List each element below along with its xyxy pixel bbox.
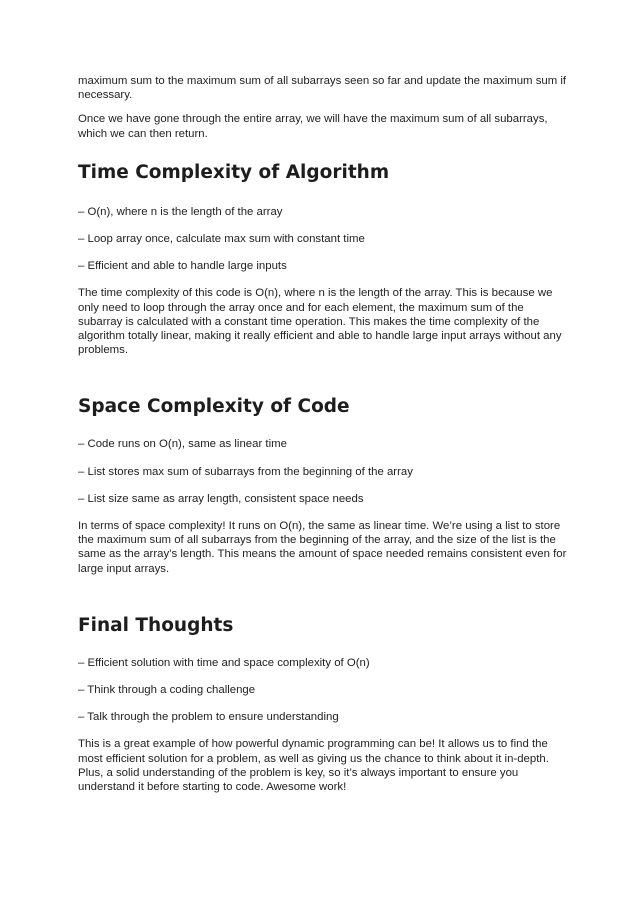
intro-paragraph-1: maximum sum to the maximum sum of all subarrays seen so far and update the maximum sum if necessary. [78,75,567,102]
space-complexity-paragraph: In terms of space complexity! It runs on O(n), the same as linear time. We’re using a list to store the maximum sum of all subarrays from the beginning of the array, and the size of the list is the same as the array’s length. This means the amount of space needed remains consistent even for large input arrays. [78,520,567,575]
final-bullet-2: – Think through a coding challenge [78,684,256,697]
time-complexity-heading: Time Complexity of Algorithm [78,161,390,183]
final-thoughts-paragraph: This is a great example of how powerful dynamic programming can be! It allows us to find the most efficient solution for a problem, as well as giving us the chance to think about it in-depth. Plus, a solid understanding of the problem is key, so it’s always important to ensure you understand it before starting to code. Awesome work! [78,738,549,794]
space-complexity-heading: Space Complexity of Code [78,396,350,418]
time-bullet-2: – Loop array once, calculate max sum with constant time [78,233,365,246]
document-page [78,74,568,794]
intro-paragraph-2: Once we have gone through the entire array, we will have the maximum sum of all subarrays, which we can then return. [78,113,548,140]
space-bullet-2: – List stores max sum of subarrays from the beginning of the array [78,465,413,478]
time-complexity-paragraph: The time complexity of this code is O(n), where n is the length of the array. This is because we only need to loop through the array once and for each element, the maximum sum of the subarray is calculated with a constant time operation. This makes the time complexity of the algorithm totally linear, making it really efficient and able to handle large input arrays without any problems. [78,287,562,357]
space-bullet-1: – Code runs on O(n), same as linear time [78,438,287,451]
space-bullet-3: – List size same as array length, consistent space needs [78,492,364,505]
final-thoughts-heading: Final Thoughts [78,614,234,636]
final-bullet-1: – Efficient solution with time and space complexity of O(n) [78,656,370,669]
final-bullet-3: – Talk through the problem to ensure understanding [78,711,339,724]
time-bullet-1: – O(n), where n is the length of the array [78,205,283,218]
time-bullet-3: – Efficient and able to handle large inputs [78,260,287,273]
